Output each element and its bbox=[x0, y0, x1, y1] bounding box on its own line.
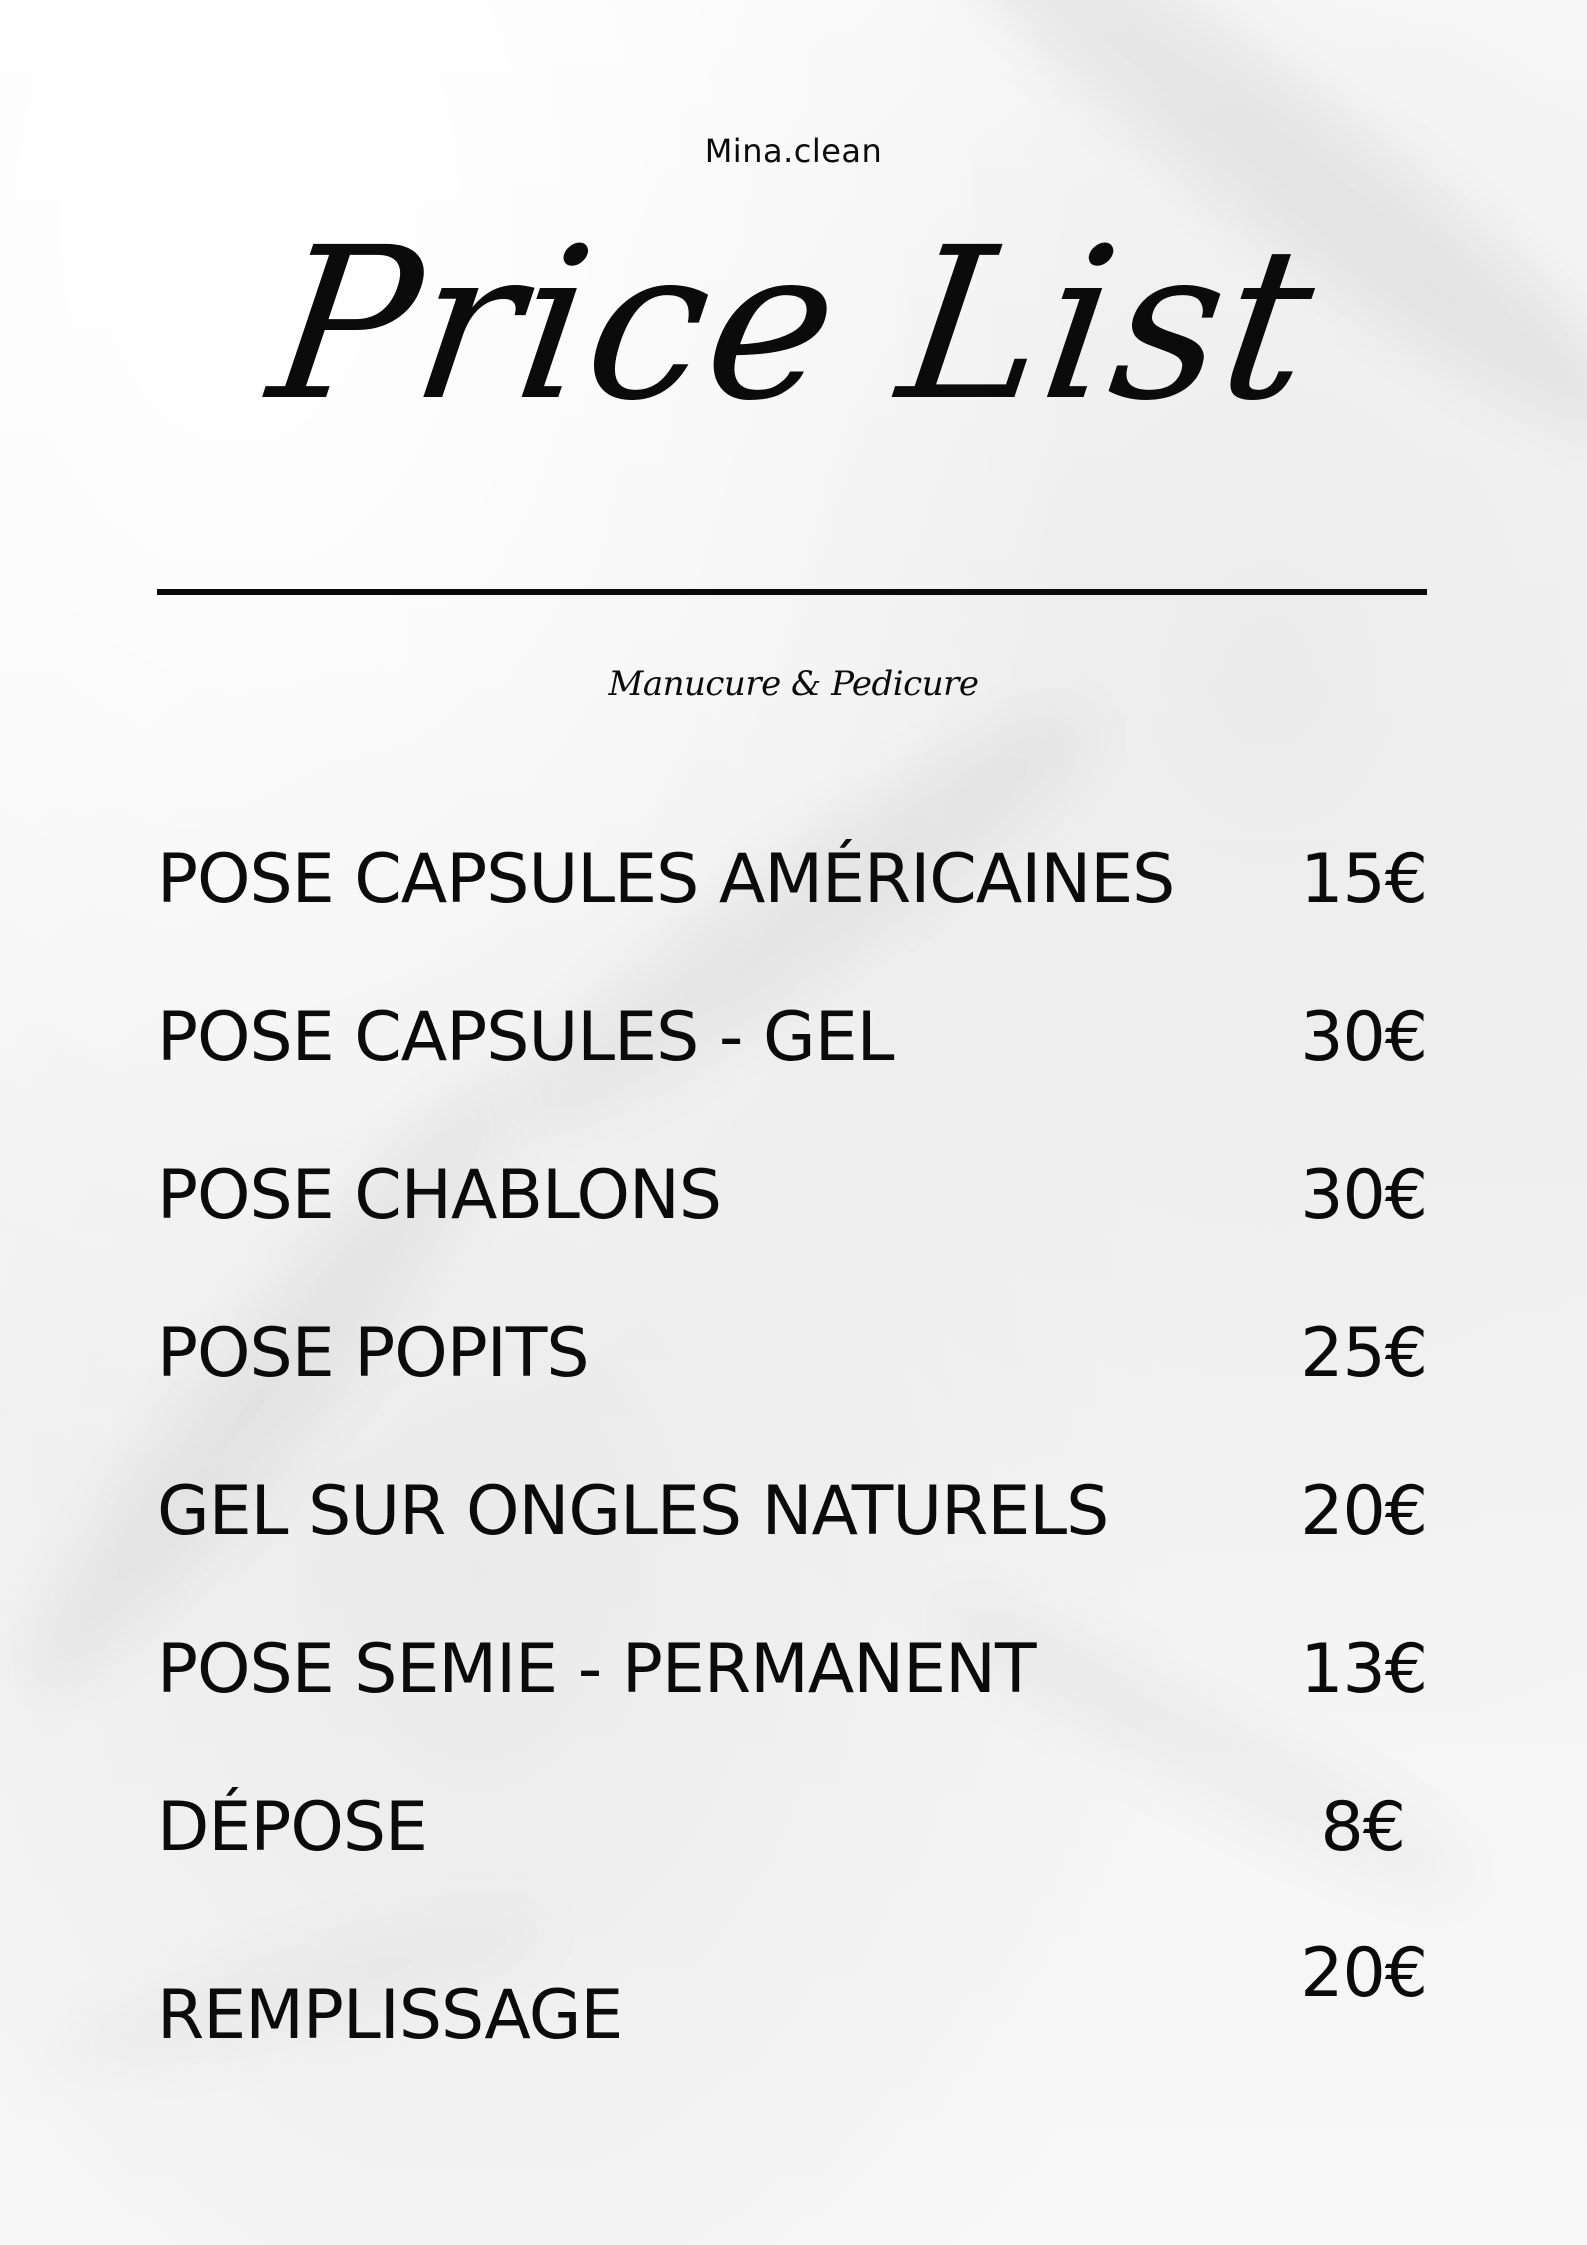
price-row bbox=[157, 1768, 1427, 1926]
service-price: 30€ bbox=[1300, 998, 1427, 1077]
service-price: 15€ bbox=[1300, 840, 1427, 919]
service-price: 30€ bbox=[1300, 1156, 1427, 1235]
brand-name: Mina.clean bbox=[704, 132, 883, 170]
service-name: POSE POPITS bbox=[157, 1314, 589, 1393]
price-row bbox=[157, 820, 1427, 978]
service-name: GEL SUR ONGLES NATURELS bbox=[157, 1472, 1109, 1551]
page-subtitle: Manucure & Pedicure bbox=[608, 664, 979, 704]
service-price: 8€ bbox=[1320, 1788, 1405, 1867]
price-row bbox=[157, 1294, 1427, 1452]
service-name: DÉPOSE bbox=[157, 1788, 427, 1867]
service-price: 13€ bbox=[1300, 1630, 1427, 1709]
service-price: 20€ bbox=[1300, 1934, 1427, 2013]
price-row bbox=[157, 1452, 1427, 1610]
price-row bbox=[157, 1926, 1427, 2084]
price-row bbox=[157, 1136, 1427, 1294]
service-name: POSE CHABLONS bbox=[157, 1156, 722, 1235]
service-name: REMPLISSAGE bbox=[157, 1976, 623, 2055]
service-price: 20€ bbox=[1300, 1472, 1427, 1551]
service-name: POSE SEMIE - PERMANENT bbox=[157, 1630, 1036, 1709]
page-title: Price List bbox=[258, 202, 1329, 447]
price-row bbox=[157, 1610, 1427, 1768]
service-price: 25€ bbox=[1300, 1314, 1427, 1393]
service-name: POSE CAPSULES AMÉRICAINES bbox=[157, 840, 1175, 919]
service-name: POSE CAPSULES - GEL bbox=[157, 998, 894, 1077]
price-list bbox=[157, 820, 1427, 2084]
title-divider bbox=[157, 589, 1427, 595]
price-row bbox=[157, 978, 1427, 1136]
